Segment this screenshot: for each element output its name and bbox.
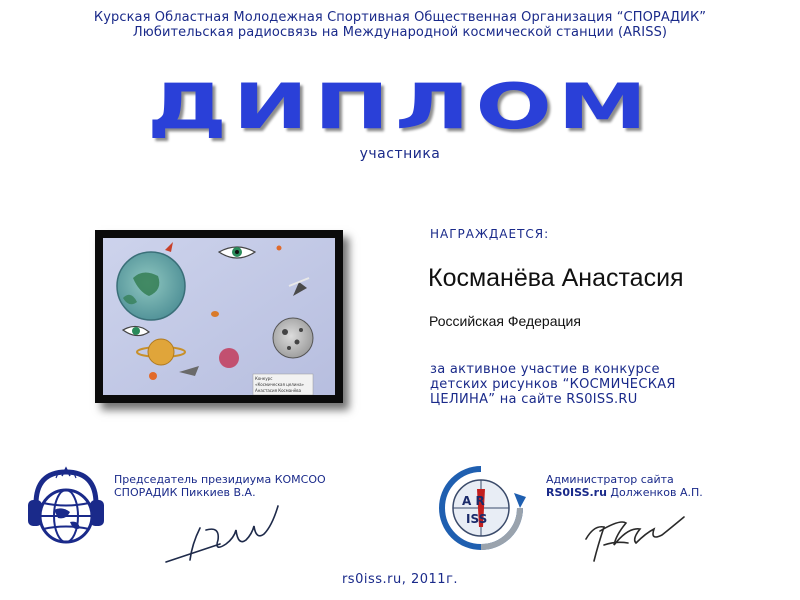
organization-name: Курская Областная Молодежная Спортивная Общественная Организация “СПОРАДИК”: [93, 10, 707, 25]
recipient-name: Косманёва Анастасия: [428, 264, 684, 292]
ariss-emblem: [436, 463, 526, 557]
childrens-painting: [95, 230, 343, 403]
administrator-title-line-1: Администратор сайта: [546, 473, 674, 486]
award-reason-line-3: ЦЕЛИНА” на сайте RS0ISS.RU: [430, 392, 638, 407]
painting-image: [103, 238, 335, 395]
administrator-name: Долженков А.П.: [606, 486, 703, 499]
chairman-title-line-2: СПОРАДИК Пиккиев В.А.: [114, 486, 256, 499]
sporadic-emblem: [26, 466, 106, 556]
ariss-logo-icon: [436, 463, 526, 553]
painting-label-line-3: Анастасия Косманёва: [255, 388, 302, 393]
certificate-subtitle: участника: [359, 146, 441, 162]
award-reason: [430, 362, 790, 407]
chairman-title-line-1: Председатель президиума КОМСОО: [114, 473, 326, 486]
administrator-title-line-2: [546, 486, 703, 499]
header: [0, 10, 800, 40]
certificate-title: ДИПЛОМ: [147, 70, 653, 143]
administrator-signature: [580, 505, 690, 569]
awarded-label: НАГРАЖДАЕТСЯ:: [430, 227, 550, 241]
footer: rs0iss.ru, 2011г.: [341, 572, 459, 587]
chairman-title: [114, 473, 326, 499]
ariss-text-top: A R: [462, 494, 485, 508]
organization-subtitle: Любительская радиосвязь на Международной космической станции (ARISS): [132, 25, 668, 40]
award-reason-line-1: за активное участие в конкурсе: [430, 362, 660, 377]
painting-label-line-2: «Космическая целина»: [255, 382, 304, 387]
painting-label-line-1: Конкурс: [255, 376, 273, 381]
administrator-site: RS0ISS.ru: [546, 486, 607, 499]
signature-icon: [580, 505, 690, 565]
recipient-country: Российская Федерация: [429, 313, 581, 329]
administrator-title: [546, 473, 703, 499]
globe-headphones-icon: [26, 466, 106, 552]
signature-icon: [160, 500, 290, 570]
chairman-signature: [160, 500, 290, 574]
award-reason-line-2: детских рисунков “КОСМИЧЕСКАЯ: [430, 377, 676, 392]
ariss-text-bottom: ISS: [466, 512, 488, 526]
